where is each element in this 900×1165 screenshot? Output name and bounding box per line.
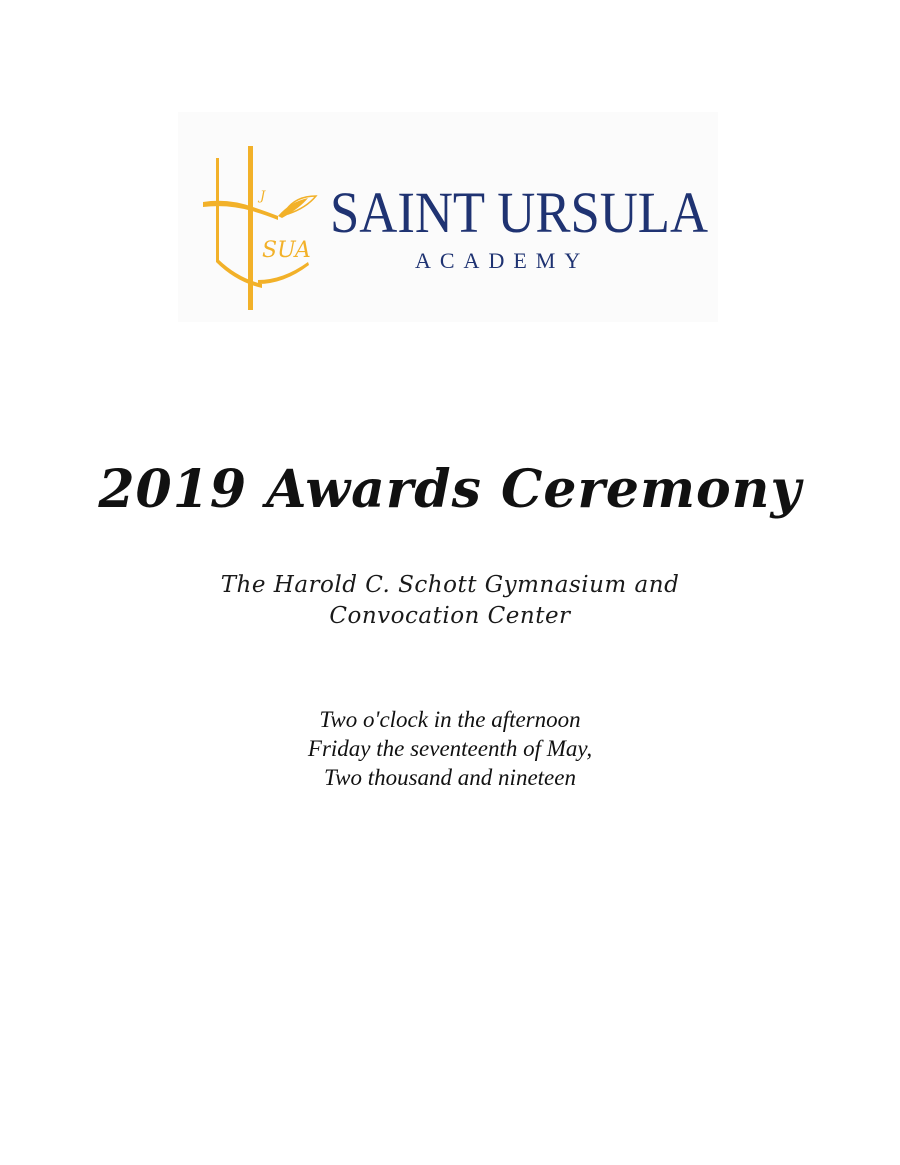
saint-ursula-academy-logo (178, 112, 718, 322)
page-title: 2019 Awards Ceremony (98, 459, 802, 520)
venue-line-2: Convocation Center (329, 603, 571, 629)
logo-monogram-initials: J (260, 189, 266, 204)
venue-block (0, 570, 900, 632)
venue-line-1: The Harold C. Schott Gymnasium and (220, 572, 680, 598)
logo-name-line1: SAINT URSULA (330, 180, 709, 245)
logo-graphic (178, 112, 718, 322)
date-time-block (0, 705, 900, 792)
time-line: Two o'clock in the afternoon (319, 707, 581, 732)
logo-name-line2: ACADEMY (415, 248, 590, 273)
logo-monogram: SUA (262, 238, 311, 263)
year-line: Two thousand and nineteen (324, 765, 576, 790)
date-line: Friday the seventeenth of May, (307, 736, 593, 761)
cross-emblem-icon (203, 146, 316, 310)
